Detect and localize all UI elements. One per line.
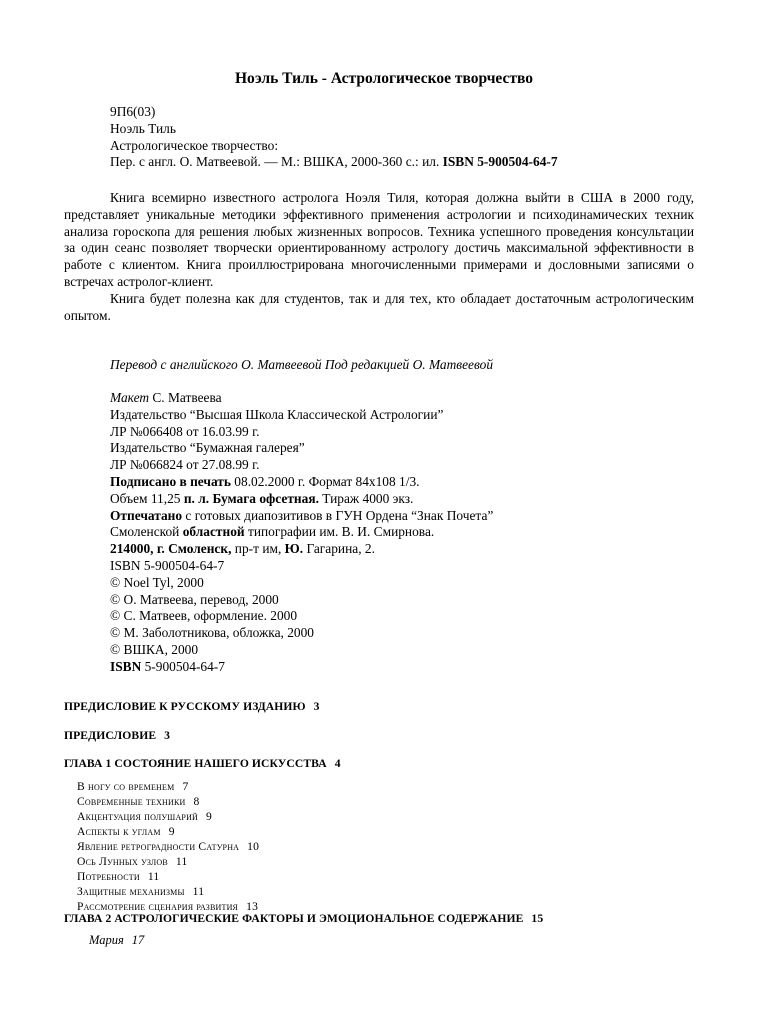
imprint-copyright-4: © М. Заболотникова, обложка, 2000	[110, 625, 314, 641]
toc-label: ГЛАВА 1 СОСТОЯНИЕ НАШЕГО ИСКУССТВА	[64, 757, 327, 770]
toc-item[interactable]	[77, 794, 259, 809]
toc-page: 3	[313, 700, 320, 713]
typo-bold: областной	[182, 524, 245, 540]
signed-label: Подписано в печать	[110, 473, 231, 489]
volume-suffix: Тираж 4000 экз.	[318, 490, 414, 506]
imprint-publisher-1: Издательство “Высшая Школа Классической Астрологии”	[110, 406, 444, 422]
toc-page: 15	[531, 912, 544, 925]
imprint-volume	[110, 491, 710, 508]
toc-item-page: 9	[168, 825, 175, 838]
annotation	[64, 190, 694, 324]
annotation-paragraph-1: Книга всемирно известного астролога Ноэля Тиля, которая должна выйти в США в 2000 году, представляет уникальные методики эффективного применения астрологии и психодинамических техник анализа гороскопа для решения любых жизненных вопросов. Техника успешного проведения консультации за один сеанс позволяет творчески ориентированному астрологу достичь максимальной эффективности в работе с клиентом. Книга проиллюстрирована многочисленными примерами и дословными записями о встречах астролог-клиент.	[64, 190, 694, 289]
isbn2-bold: ISBN	[110, 658, 142, 674]
imprint-isbn-1: ISBN 5-900504-64-7	[110, 557, 225, 573]
toc-item-page: 11	[147, 870, 160, 883]
toc-page: 4	[334, 757, 341, 770]
addr-mid: пр-т им,	[231, 541, 285, 557]
toc-entry-preface[interactable]	[64, 729, 170, 743]
imprint-maket	[110, 390, 710, 407]
printed-label: Отпечатано	[110, 507, 183, 523]
imprint-license-2: ЛР №066824 от 27.08.99 г.	[110, 457, 260, 473]
imprint-publisher-2: Издательство “Бумажная галерея”	[110, 440, 305, 456]
toc-item-label: Защитные механизмы	[77, 885, 185, 898]
toc-item[interactable]	[77, 869, 259, 884]
toc-label: Мария	[89, 933, 124, 947]
catalog-edition	[110, 154, 710, 171]
toc-item-label: В ногу со временем	[77, 780, 175, 793]
toc-chapter-1-list	[77, 779, 259, 914]
toc-item-label: Потребности	[77, 870, 140, 883]
toc-item[interactable]	[77, 839, 259, 854]
toc-item[interactable]	[77, 809, 259, 824]
toc-item[interactable]	[77, 824, 259, 839]
imprint-license-1: ЛР №066408 от 16.03.99 г.	[110, 423, 260, 439]
toc-item-label: Явление ретроградности Сатурна	[77, 840, 240, 853]
toc-item-page: 11	[192, 885, 205, 898]
toc-item-label: Акцентуация полушарий	[77, 810, 199, 823]
toc-page: 3	[164, 729, 171, 742]
maket-label: Макет	[110, 390, 150, 405]
catalog-isbn: ISBN 5-900504-64-7	[442, 154, 558, 170]
imprint-address	[110, 541, 710, 558]
toc-item-page: 9	[206, 810, 213, 823]
page-title: Ноэль Тиль - Астрологическое творчество	[234, 70, 534, 87]
toc-item-label: Аспекты к углам	[77, 825, 161, 838]
imprint-typography	[110, 524, 710, 541]
toc-item-page: 7	[182, 780, 189, 793]
imprint-copyright-1: © Noel Tyl, 2000	[110, 574, 204, 590]
imprint-printed	[110, 508, 710, 525]
toc-item-page: 13	[246, 900, 259, 913]
annotation-paragraph-2: Книга будет полезна как для студентов, так и для тех, кто обладает достаточным астрологическим опытом.	[64, 290, 694, 323]
toc-label: ПРЕДИСЛОВИЕ	[64, 729, 157, 742]
imprint-copyright-3: © С. Матвеев, оформление. 2000	[110, 608, 298, 624]
toc-item-label: Современные техники	[77, 795, 186, 808]
catalog-book-title: Астрологическое творчество:	[110, 137, 279, 153]
toc-entry-chapter-1[interactable]	[64, 757, 341, 771]
printed-value: с готовых диапозитивов в ГУН Ордена “Знак Почета”	[182, 507, 494, 523]
toc-item-page: 8	[193, 795, 200, 808]
imprint-copyright-2: © О. Матвеева, перевод, 2000	[110, 591, 279, 607]
catalog-block	[110, 104, 710, 171]
typo-suffix: типографии им. В. И. Смирнова.	[244, 524, 435, 540]
volume-bold: п. л. Бумага офсетная.	[183, 490, 319, 506]
addr-bold-2: Ю.	[284, 541, 304, 557]
toc-entry-maria[interactable]	[89, 933, 144, 948]
catalog-author: Ноэль Тиль	[110, 120, 176, 136]
toc-item-label: Рассмотрение сценария развития	[77, 900, 239, 913]
isbn2-rest: 5-900504-64-7	[141, 658, 225, 674]
toc-item[interactable]	[77, 854, 259, 869]
translation-note: Перевод с английского О. Матвеевой Под редакцией О. Матвеевой	[110, 357, 494, 372]
imprint-copyright-5: © ВШКА, 2000	[110, 641, 199, 657]
imprint-block	[110, 390, 710, 676]
toc-item[interactable]	[77, 884, 259, 899]
signed-value: 08.02.2000 г. Формат 84x108 1/3.	[230, 473, 420, 489]
addr-bold-1: 214000, г. Смоленск,	[110, 541, 232, 557]
imprint-isbn-2	[110, 659, 710, 676]
toc-label: ПРЕДИСЛОВИЕ К РУССКОМУ ИЗДАНИЮ	[64, 700, 306, 713]
maket-value: С. Матвеева	[149, 390, 222, 405]
toc-item-page: 11	[175, 855, 188, 868]
toc-item-page: 10	[247, 840, 260, 853]
toc-item-label: Ось Лунных узлов	[77, 855, 168, 868]
typo-prefix: Смоленской	[110, 524, 183, 540]
imprint-signed	[110, 474, 710, 491]
toc-page: 17	[131, 933, 145, 947]
toc-label: ГЛАВА 2 АСТРОЛОГИЧЕСКИЕ ФАКТОРЫ И ЭМОЦИОНАЛЬНОЕ СОДЕРЖАНИЕ	[64, 912, 524, 925]
toc-entry-preface-russian[interactable]	[64, 700, 320, 714]
volume-prefix: Объем 11,25	[110, 490, 184, 506]
toc-item[interactable]	[77, 779, 259, 794]
catalog-edition-text: Пер. с англ. О. Матвеевой. — М.: ВШКА, 2000-360 с.: ил.	[110, 154, 443, 170]
catalog-code: 9П6(03)	[110, 104, 156, 119]
addr-suffix: Гагарина, 2.	[303, 541, 375, 557]
toc-entry-chapter-2[interactable]	[64, 912, 543, 926]
